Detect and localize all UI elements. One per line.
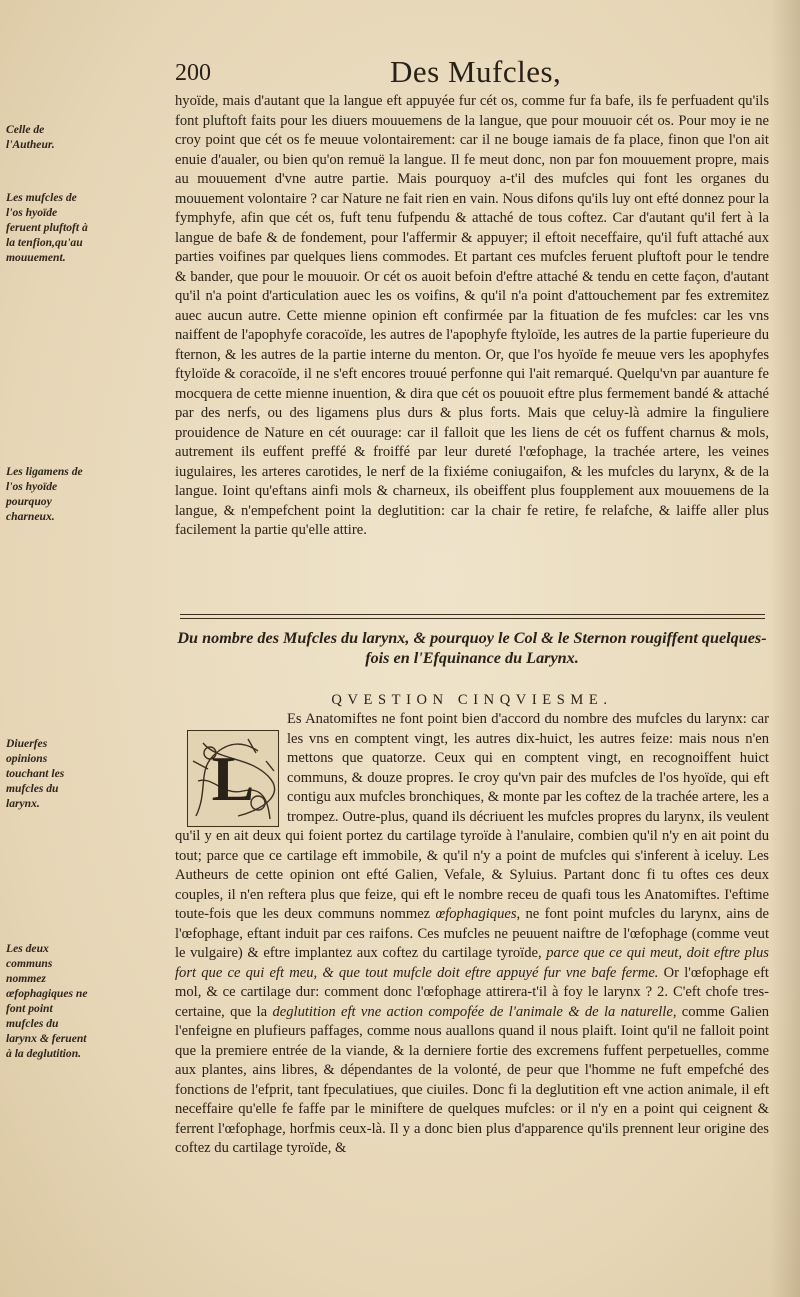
- marginal-note-hyoid-muscles: Les mufcles de l'os hyoïde feruent pluftoft à la tenfion,qu'au mouuement.: [6, 191, 88, 264]
- paragraph-larynx: [175, 710, 769, 1159]
- text-larynx-start: Es Anatomiftes ne font point bien d'accord du nombre des mufcles du larynx: car les vns en comptent vingt, les autres dix-huict, les autres feize: mais nous n'en mettons que quatorze. Ceux qui en comptent vingt, en recognoiffent huict communs, & douze propres. Ie croy qu'vn pair des mufcles de l'os hyoïde, qui eft contigu aux mufcles bronchiques, & monte par les coftez de la trachée artere, les a trompez. Outre-plus, quand ils décriuent les mufcles propres du larynx, ils veulent qu'il y en ait deux qui foient portez du cartilage tyroïde à l'anulaire, combien qu'il n'y en ait point du tout; parce que ce cartilage eft immobile, & qu'il n'y a point de mufcles qui s'inferent à iceluy. Les Autheurs de cette opinion ont efté Galien, Vefale, & Syluius. Partant donc fi tu oftes ces deux couples, il n'en reftera plus que feize, qui eft le nombre receu de quafi tous les Anatomiftes. I'eftime toute-fois que les deux communs nommez: [175, 711, 769, 922]
- paragraph-hyoid: hyoïde, mais d'autant que la langue eft appuyée fur cét os, comme fur fa bafe, ils fe perfuadent qu'ils font pluftoft faits pour les diuers mouuemens de la langue, que pour mouuoir cét os. Pour moy ie ne croy point que cét os fe meuue volontairement: car il ne bouge iamais de fa place, finon que l'on ait enuie d'aualer, ou bien qu'on remuë la langue. Il fe meut donc, non par fon mouuement propre, mais au mouuement d'vne autre partie. Mais pourquoy a-t'il des mufcles qui font les organes du mouuement volontaire ? car Nature ne fait rien en vain. Nous difons qu'ils luy ont efté donnez pour la fymphyfe, afin que cét os, fuft tenu fufpendu & attaché de tous coftez. Car d'autant qu'il fert à la langue de bafe & de fondement, pour l'affermir & appuyer; il eftoit neceffaire, qu'il fuft attaché aux parties voifines par quelques liens commodes. Et partant ces mufcles feruent pluftoft pour le tendre & bander, que pour le mouuoir. Or cét os auoit befoin d'eftre attaché & tendu en cette façon, d'autant qu'il n'a point d'articulation auec les os voifins, & qu'il n'a point d'attouchement par fes extremitez auec aucun autre. Cette mienne opinion eft confirmée par la fituation de fes mufcles: car les vns naiffent de l'apophyfe coracoïde, les autres de l'apophyfe ftyloïde, les autres de la partie fuperieure du fternon, & les autres de la partie interne du menton. Or, que l'os hyoïde fe meuue vers les apophyfes ftyloïde & coracoïde, il ne s'eft encores trouué perfonne qui l'ait remarqué. Quelqu'vn par auanture fe mocquera de cette mienne inuention, & dira que cét os pouuoit eftre plus fermement bandé & attaché par des nerfs, ou des ligamens plus durs & plus forts. Mais que celuy-là admire la finguliere prouidence de Nature en cét ouurage: car il falloit que les liens de cét os fuffent charnus & mols, autrement ils euffent preffé & froiffé par leur dureté l'œfophage, la trachée artere, les veines iugulaires, les arteres carotides, le nerf de la fixiéme coniugaifon, & les mufcles du larynx, & de la langue. Ioint qu'eftans ainfi mols & charneux, ils obeiffent plus foupplement aux mouuemens de la langue, & n'empefchent point la deglutition: car la chair fe retire, fe relafche, & laiffe aller plus facilement la partie qu'elle attire.: [175, 93, 769, 538]
- chapter-heading: Du nombre des Mufcles du larynx, & pourquoy le Col & le Sternon rougiffent quelques-fois en l'Efquinance du Larynx.: [177, 629, 767, 667]
- question-subheading: QVESTION CINQVIESME.: [331, 692, 613, 708]
- text-deglutition: deglutition eft vne action compofée de l'animale & de la naturelle: [272, 1003, 673, 1020]
- marginal-note-ligaments: Les ligamens de l'os hyoïde pourquoy charneux.: [6, 465, 83, 523]
- marginal-note-oesophageal: Les deux communs nommez œfophagiques ne font point mufcles du larynx & feruent à la deglutition.: [6, 942, 88, 1060]
- text-larynx-end: , comme Galien l'enfeigne en plufieurs paffages, comme nous auallons quand il nous plaift. Ioint qu'il ne falloit point que la premiere entrée de la viande, & la derniere fortie des excremens fuffent perpetuelles, comme aux plantes, ains libres, & dépendantes de la volonté, de peur que l'homme ne fuft empefché des fonctions de l'efprit, tant fpeculatiues, que ciuiles. Donc fi la deglutition eft vne action animale, il eft neceffaire qu'elle fe faffe par le miniftere de quelques mufcles: or il n'y en a point qui ceignent & ferrent l'œfophage, horfmis ceux-là. Il y a donc bien plus d'apparence qu'ils prennent leur origine des coftez du cartilage tyroïde, &: [175, 1003, 769, 1156]
- section-divider: [180, 614, 765, 619]
- text-larynx-mid2: Or l'œfophage eft mol, & ce cartilage dur: comment donc l'œfophage attirera-t'il à foy le larynx ? 2. C'eft chofe tres-certaine, que la: [175, 964, 769, 1020]
- initial-letter: L: [211, 743, 255, 814]
- text-larynx-mid1: , ne font point mufcles du larynx, ains de l'œfophage, eftant induit par ces raifons. Ces mufcles ne peuuent naiftre de l'œfophage (comme veut le vulgaire) & eftre implantez aux coftez du cartilage tyroïde,: [175, 906, 769, 961]
- text-oesophagiques: œfophagiques: [435, 906, 517, 922]
- initial-spacer: [175, 710, 283, 810]
- page-gutter-shadow: [770, 0, 800, 1297]
- marginal-note-opinions: Diuerfes opinions touchant les mufcles du larynx.: [6, 737, 65, 810]
- page-number: 200: [175, 60, 211, 86]
- text-principle: parce que ce qui meut, doit eftre plus fort que ce qui eft meu, & que tout mufcle doit eftre appuyé fur vne bafe ferme.: [175, 945, 769, 981]
- marginal-note-author: Celle de l'Autheur.: [6, 123, 55, 151]
- running-title: Des Mufcles,: [390, 54, 562, 89]
